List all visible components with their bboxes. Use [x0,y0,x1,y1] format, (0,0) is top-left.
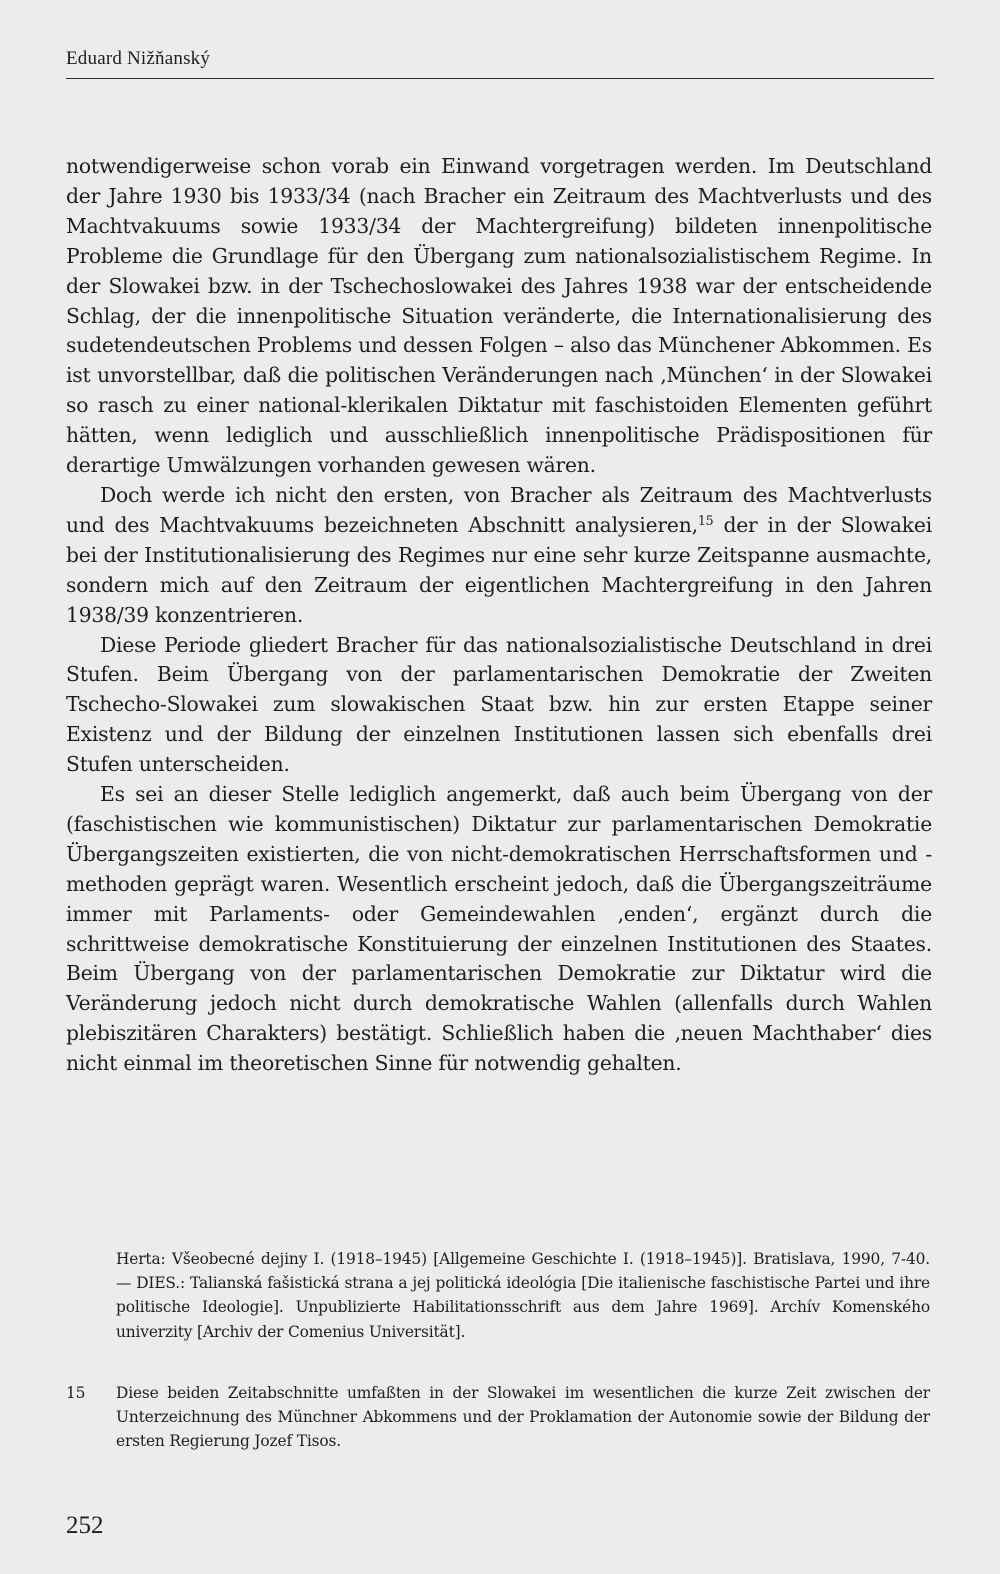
paragraph-4: Es sei an dieser Stelle lediglich angemerkt, daß auch beim Übergang von der (faschistischen wie kommunistischen) Diktatur zur parlamentarischen Demokratie Übergangszeiten existierten, die von nicht-demokratischen Herrschaftsformen und -methoden geprägt waren. Wesentlich erscheint jedoch, daß die Übergangszeiträume immer mit Parlaments- oder Gemeindewahlen ‚enden‘, ergänzt durch die schrittweise demokratische Konstituierung der einzelnen Institutionen des Staates. Beim Übergang von der parlamentarischen Demokratie zur Diktatur wird die Veränderung jedoch nicht durch demokratische Wahlen (allenfalls durch Wahlen plebiszitären Charakters) bestätigt. Schließlich haben die ‚neuen Machthaber‘ dies nicht einmal im theoretischen Sinne für notwendig gehalten. [66,782,932,1076]
paragraph-2-text-b: der in der Slowakei bei der Institutionalisierung des Regimes nur eine sehr kurze Zeitspanne ausmachte, sondern mich auf den Zeitraum der eigentlichen Machtergreifung in den Jahren 1938/39 konzentrieren. [66,512,932,627]
paragraph-3: Diese Periode gliedert Bracher für das nationalsozialistische Deutschland in drei Stufen. Beim Übergang von der parlamentarischen Demokratie der Zweiten Tschecho-Slowakei zum slowakischen Staat bzw. hin zur ersten Etappe seiner Existenz und der Bildung der einzelnen Institutionen lassen sich ebenfalls drei Stufen unterscheiden. [66,632,932,777]
paragraph-2-text-a: Doch werde ich nicht den ersten, von Bracher als Zeitraum des Machtverlusts und des Machtvakuums bezeichneten Abschnitt analysieren, [66,482,932,537]
footnote-ref-15: 15 [697,512,714,528]
paragraph-1: notwendigerweise schon vorab ein Einwand vorgetragen werden. Im Deutschland der Jahre 1930 bis 1933/34 (nach Bracher ein Zeitraum des Machtverlusts und des Machtvakuums sowie 1933/34 der Machtergreifung) bildeten innenpolitische Probleme die Grundlage für den Übergang zum nationalsozialistischem Regime. In der Slowakei bzw. in der Tschechoslowakei des Jahres 1938 war der entscheidende Schlag, der die innenpolitische Situation veränderte, die Internationalisierung des sudetendeutschen Problems und dessen Folgen – also das Münchener Abkommen. Es ist unvorstellbar, daß die politischen Veränderungen nach ‚München‘ in der Slowakei so rasch zu einer national-klerikalen Diktatur mit faschistoiden Elementen geführt hätten, wenn lediglich und ausschließlich innenpolitische Prädispositionen für derartige Umwälzungen vorhanden gewesen wären. [66,154,932,478]
paragraph-2 [66,481,932,631]
page-number: 252 [66,1512,104,1539]
footnote-text: Diese beiden Zeitabschnitte umfaßten in der Slowakei im wesentlichen die kurze Zeit zwischen der Unterzeichnung des Münchner Abkommens und der Proklamation der Autonomie sowie der Bildung der ersten Regierung Jozef Tisos. [116,1384,930,1451]
footnote-continuation: Herta: Všeobecné dejiny I. (1918–1945) [Allgemeine Geschichte I. (1918–1945)]. Bratislava, 1990, 7-40. — DIES.: Talianská fašistická strana a jej politická ideológia [Die italienische faschistische Partei und ihre politische Ideologie]. Unpublizierte Habilitationsschrift aus dem Jahre 1969]. Archív Komenského univerzity [Archiv der Comenius Universität]. [116,1250,930,1341]
body-text [66,152,932,1079]
header-rule [66,78,934,79]
footnote-number: 15 [66,1384,86,1402]
running-header-author: Eduard Nižňanský [66,48,211,69]
